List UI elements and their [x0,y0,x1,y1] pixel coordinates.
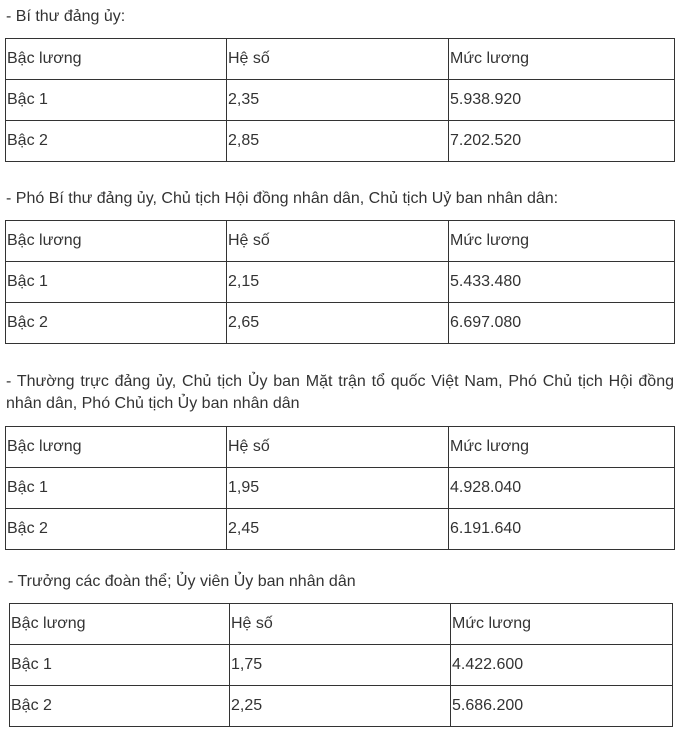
cell-salary: 5.686.200 [451,686,673,727]
table-header-row [6,39,675,80]
salary-table-4 [9,603,673,727]
header-cell-salary: Mức lương [449,39,675,80]
section-4-title: - Trưởng các đoàn thể; Ủy viên Ủy ban nhân dân [8,573,356,590]
cell-coefficient: 1,95 [227,468,449,509]
cell-grade: Bậc 2 [6,121,227,162]
header-cell-coefficient: Hệ số [227,39,449,80]
cell-salary: 5.433.480 [449,262,675,303]
table-row [6,80,675,121]
header-cell-grade: Bậc lương [6,39,227,80]
table-header-row [6,427,675,468]
table-row [6,509,675,550]
table-row [10,686,673,727]
table-row [6,121,675,162]
header-cell-coefficient: Hệ số [227,427,449,468]
salary-table-1 [5,38,675,162]
cell-salary: 7.202.520 [449,121,675,162]
cell-salary: 6.697.080 [449,303,675,344]
header-cell-salary: Mức lương [449,427,675,468]
cell-salary: 4.422.600 [451,645,673,686]
section-3-title: - Thường trực đảng ủy, Chủ tịch Ủy ban Mặt trận tổ quốc Việt Nam, Phó Chủ tịch Hội đồng nhân dân, Phó Chủ tịch Ủy ban nhân dân [6,373,674,412]
cell-grade: Bậc 1 [6,262,227,303]
section-1-title: - Bí thư đảng ủy: [6,8,126,25]
cell-salary: 5.938.920 [449,80,675,121]
cell-coefficient: 2,35 [227,80,449,121]
cell-coefficient: 2,45 [227,509,449,550]
cell-coefficient: 1,75 [230,645,451,686]
header-cell-salary: Mức lương [451,604,673,645]
header-cell-grade: Bậc lương [6,427,227,468]
cell-coefficient: 2,15 [227,262,449,303]
cell-salary: 4.928.040 [449,468,675,509]
header-cell-grade: Bậc lương [10,604,230,645]
cell-grade: Bậc 1 [6,80,227,121]
cell-coefficient: 2,85 [227,121,449,162]
section-2-title: - Phó Bí thư đảng ủy, Chủ tịch Hội đồng nhân dân, Chủ tịch Uỷ ban nhân dân: [6,190,559,207]
table-row [6,303,675,344]
table-row [6,468,675,509]
table-row [6,262,675,303]
cell-grade: Bậc 1 [10,645,230,686]
cell-coefficient: 2,65 [227,303,449,344]
header-cell-coefficient: Hệ số [230,604,451,645]
cell-salary: 6.191.640 [449,509,675,550]
header-cell-salary: Mức lương [449,221,675,262]
cell-coefficient: 2,25 [230,686,451,727]
header-cell-grade: Bậc lương [6,221,227,262]
cell-grade: Bậc 1 [6,468,227,509]
cell-grade: Bậc 2 [10,686,230,727]
cell-grade: Bậc 2 [6,509,227,550]
salary-table-2 [5,220,675,344]
header-cell-coefficient: Hệ số [227,221,449,262]
salary-table-3 [5,426,675,550]
cell-grade: Bậc 2 [6,303,227,344]
table-header-row [10,604,673,645]
table-header-row [6,221,675,262]
table-row [10,645,673,686]
